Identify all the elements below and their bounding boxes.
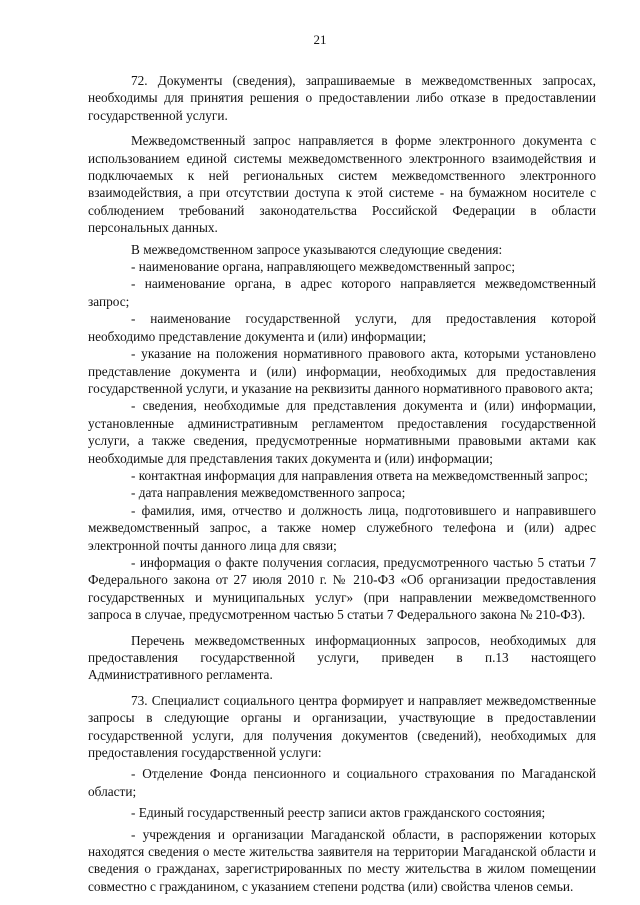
- paragraph-request-list: Перечень межведомственных информационных запросов, необходимых для предоставления государственной услуги, приведен в п.13 настоящего Административного регламента.: [88, 632, 596, 683]
- list-item: - дата направления межведомственного запроса;: [131, 485, 406, 501]
- document-body: [88, 72, 596, 895]
- list-item: - наименование органа, направляющего межведомственный запрос;: [131, 259, 516, 275]
- list-item: - сведения, необходимые для представления документа и (или) информации, установленные административным регламентом предоставления государственной услуги, а также сведения, предусмотренные нормативными правовыми актами как необходимые для представления таких документа и (или) информации;: [88, 398, 596, 466]
- list-item: - указание на положения нормативного правового акта, которыми установлено представление документа и (или) информации, необходимых для предоставления государственной услуги, и указание на реквизиты данного нормативного правового акта;: [88, 346, 596, 396]
- page-number: 21: [313, 32, 327, 47]
- list-item: - информация о факте получения согласия, предусмотренного частью 5 статьи 7 Федерального закона от 27 июля 2010 г. № 210-ФЗ «Об организации предоставления государственных и муниципальных услуг» (при направлении межведомственного запроса в случае, предусмотренном частью 5 статьи 7 Федерального закона № 210-ФЗ).: [88, 554, 596, 623]
- list-item: - наименование органа, в адрес которого направляется межведомственный запрос;: [88, 276, 596, 309]
- list-item: - Единый государственный реестр записи актов гражданского состояния;: [131, 805, 546, 821]
- list-item: - Отделение Фонда пенсионного и социального страхования по Магаданской области;: [88, 766, 596, 799]
- list-item: - наименование государственной услуги, для предоставления которой необходимо представление документа и (или) информации;: [88, 311, 596, 344]
- list-item: - контактная информация для направления ответа на межведомственный запрос;: [131, 467, 588, 483]
- list-item: - учреждения и организации Магаданской области, в распоряжении которых находятся сведения о месте жительства заявителя на территории Магаданской области и сведения о гражданах, зарегистрированных по месту жительства в жилом помещении совместно с гражданином, с указанием степени родства (или) свойства членов семьи.: [88, 826, 596, 894]
- paragraph-72: 72. Документы (сведения), запрашиваемые в межведомственных запросах, необходимы для принятия решения о предоставлении либо отказе в предоставлении государственной услуги.: [88, 73, 596, 123]
- paragraph-request-form: Межведомственный запрос направляется в форме электронного документа с использованием единой системы межведомственного электронного взаимодействия и подключаемых к ней региональных систем межведомственного электронного взаимодействия, а при отсутствии доступа к этой системе - на бумажном носителе с соблюдением требований законодательства Российской Федерации в области персональных данных.: [88, 133, 596, 236]
- paragraph-request-contents-intro: В межведомственном запросе указываются следующие сведения:: [131, 241, 503, 257]
- list-item: - фамилия, имя, отчество и должность лица, подготовившего и направившего межведомственный запрос, а также номер служебного телефона и (или) адрес электронной почты данного лица для связи;: [88, 502, 596, 553]
- paragraph-73: 73. Специалист социального центра формирует и направляет межведомственные запросы в следующие органы и организации, участвующие в предоставлении государственной услуги, для получения документов (сведений), необходимых для предоставления государственной услуги:: [88, 692, 596, 761]
